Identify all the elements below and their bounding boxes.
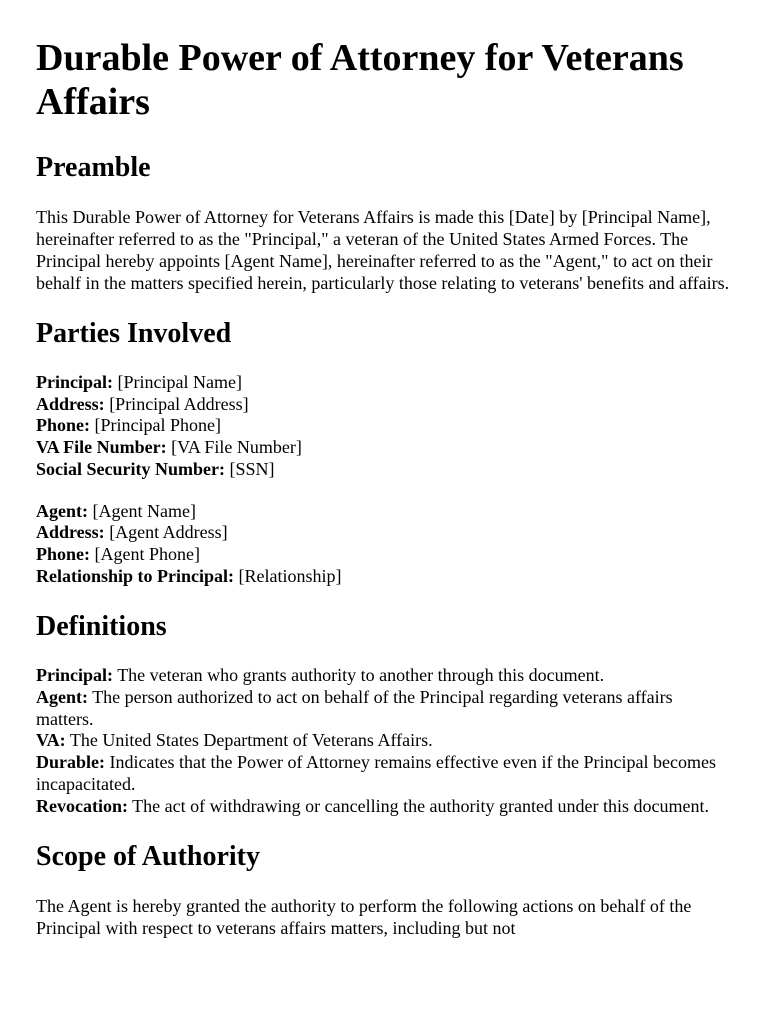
parties-heading: Parties Involved — [36, 318, 232, 349]
principal-address-field: Address: [Principal Address] — [36, 393, 249, 414]
scope-text: The Agent is hereby granted the authority to perform the following actions on behalf of the Principal with respect to veterans affairs matters, including but not — [36, 896, 692, 939]
principal-details — [36, 372, 734, 481]
scope-section — [36, 841, 734, 939]
definitions-section — [36, 611, 734, 817]
agent-phone-field: Phone: [Agent Phone] — [36, 543, 200, 564]
agent-name-field: Agent: [Agent Name] — [36, 500, 196, 521]
preamble-text: This Durable Power of Attorney for Veterans Affairs is made this [Date] by [Principal Name], hereinafter referred to as the "Principal," a veteran of the United States Armed Forces. The Principal hereby appoints [Agent Name], hereinafter referred to as the "Agent," to act on their behalf in the matters specified herein, particularly those relating to veterans' benefits and affairs. — [36, 207, 730, 293]
relationship-field: Relationship to Principal: [Relationship] — [36, 565, 342, 586]
va-file-number-field: VA File Number: [VA File Number] — [36, 437, 302, 458]
preamble-section — [36, 152, 734, 294]
agent-address-field: Address: [Agent Address] — [36, 522, 228, 543]
agent-details — [36, 501, 734, 588]
definition-agent: Agent: The person authorized to act on behalf of the Principal regarding veterans affairs matters. — [36, 687, 673, 729]
definition-revocation: Revocation: The act of withdrawing or cancelling the authority granted under this document. — [36, 795, 709, 816]
principal-name-field: Principal: [Principal Name] — [36, 372, 242, 392]
definitions-heading: Definitions — [36, 611, 167, 643]
definition-durable: Durable: Indicates that the Power of Attorney remains effective even if the Principal becomes incapacitated. — [36, 752, 716, 794]
ssn-field: Social Security Number: [SSN] — [36, 458, 275, 479]
principal-phone-field: Phone: [Principal Phone] — [36, 415, 221, 436]
document-title: Durable Power of Attorney for Veterans Affairs — [36, 37, 684, 123]
parties-section — [36, 318, 734, 587]
scope-heading: Scope of Authority — [36, 841, 260, 873]
definition-va: VA: The United States Department of Veterans Affairs. — [36, 730, 433, 751]
definitions-list — [36, 665, 734, 817]
preamble-heading: Preamble — [36, 152, 151, 183]
definition-principal: Principal: The veteran who grants authority to another through this document. — [36, 665, 605, 686]
